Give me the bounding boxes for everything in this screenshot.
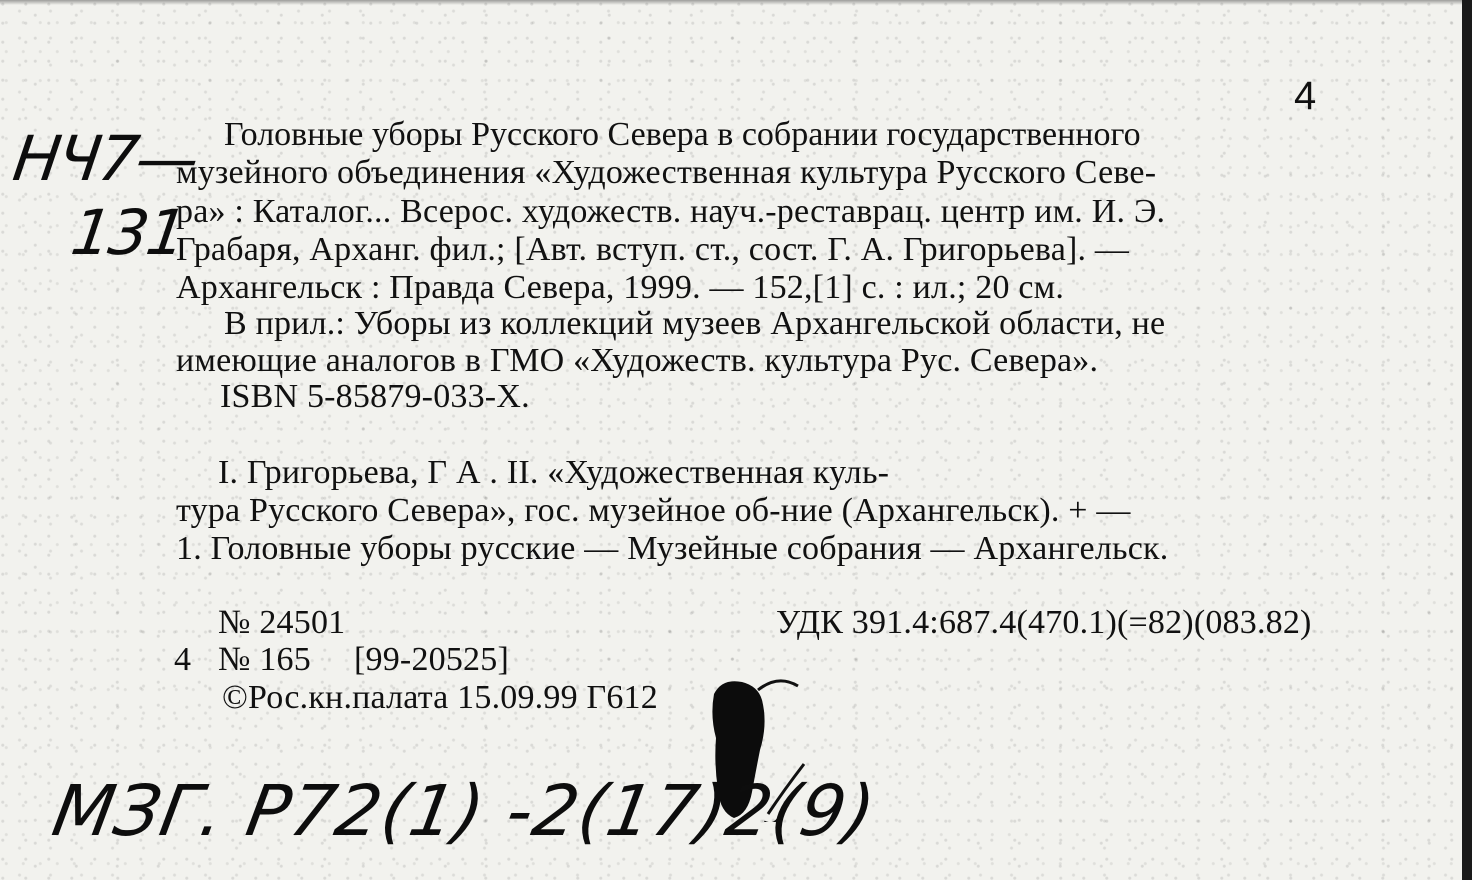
order-code: [99-20525] bbox=[354, 641, 509, 678]
tracing-line-2: тура Русского Севера», гос. музейное об-ние (Архангельск). + — bbox=[176, 492, 1131, 529]
entry-line-4: Грабаря, Арханг. фил.; [Авт. вступ. ст., сост. Г. А. Григорьева]. — bbox=[176, 231, 1130, 268]
udc-code: УДК 391.4:687.4(470.1)(=82)(083.82) bbox=[776, 604, 1312, 641]
entry-line-1: Головные уборы Русского Севера в собрании государственного bbox=[224, 116, 1141, 153]
card-top-edge bbox=[0, 0, 1472, 5]
entry-note-line-1: В прил.: Уборы из коллекций музеев Архангельской области, не bbox=[224, 305, 1166, 342]
tracing-line-3: 1. Головные уборы русские — Музейные собрания — Архангельск. bbox=[176, 530, 1169, 567]
entry-line-5: Архангельск : Правда Севера, 1999. — 152,[1] с. : ил.; 20 см. bbox=[176, 269, 1065, 306]
handwritten-shelfmark-top: НЧ7— bbox=[8, 122, 202, 195]
entry-line-3: ра» : Каталог... Всерос. художеств. науч.-реставрац. центр им. И. Э. bbox=[176, 193, 1166, 230]
handwritten-location-code: МЗГ. Р72(1) -2(17)2(9) bbox=[46, 770, 882, 852]
isbn: ISBN 5-85879-033-X. bbox=[220, 378, 530, 415]
entry-note-line-2: имеющие аналогов в ГМО «Художеств. культура Рус. Севера». bbox=[176, 342, 1099, 379]
tracing-line-1: I. Григорьева, Г А . II. «Художественная куль- bbox=[218, 454, 890, 491]
copies-count: 4 bbox=[174, 641, 192, 678]
record-number: № 24501 bbox=[218, 604, 346, 641]
handwritten-shelfmark-bottom: 131 bbox=[66, 196, 190, 269]
entry-line-2: музейного объединения «Художественная культура Русского Севе- bbox=[176, 154, 1157, 191]
book-chamber-stamp: ©Рос.кн.палата 15.09.99 Г612 bbox=[222, 679, 658, 716]
card-page-number: 4 bbox=[1294, 74, 1317, 118]
card-right-edge bbox=[1462, 0, 1472, 880]
card-number: № 165 bbox=[218, 641, 311, 678]
